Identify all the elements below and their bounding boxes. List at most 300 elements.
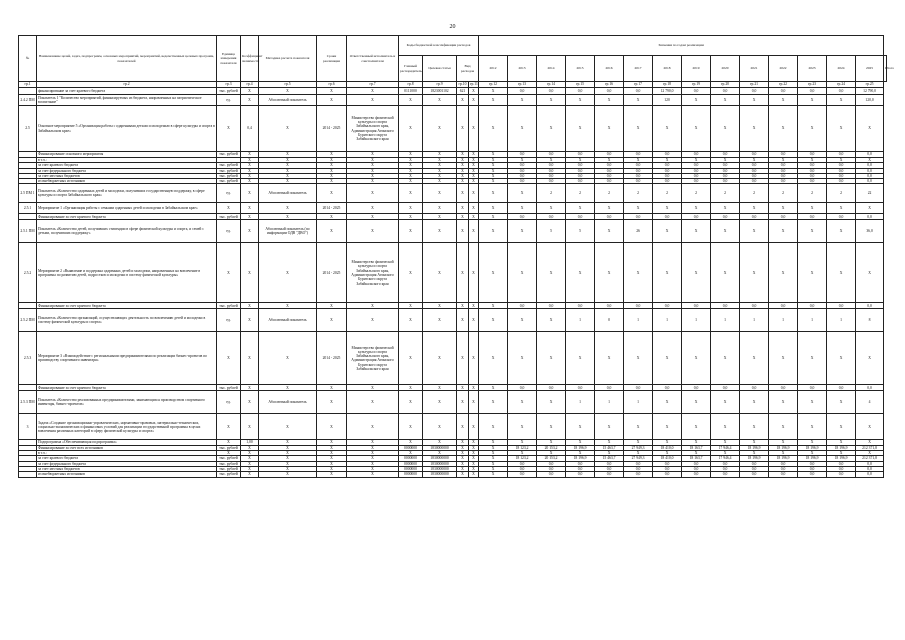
row-admin-code: 0000000 [399,456,423,461]
row-year-value: 2 [624,184,653,203]
row-year-value: 2 [537,184,566,203]
header-method: Методика расчета показателя [259,36,317,82]
row-year-value: 0,0 [537,461,566,466]
table-row [19,332,887,385]
row-year-value: Х [711,106,740,152]
row-period: Х [317,303,347,309]
row-period: Х [317,440,347,445]
row-expense-type: Х [457,456,469,461]
row-year-value: Х [537,203,566,214]
row-year-value: 0,0 [566,385,595,391]
page-number: 20 [449,24,456,30]
row-year-value: Х [508,184,537,203]
header-unit: Единица измерения показателя [217,36,241,82]
row-year-value: Х [479,163,508,168]
row-year-value: Х [479,466,508,471]
row-responsible: Х [347,309,399,332]
row-target-article: Х [423,152,457,158]
row-year-value: 0,0 [508,472,537,477]
row-year-value: 0,0 [740,179,769,184]
row-year-value: Х [740,95,769,106]
row-coefficient: Х [241,214,259,220]
row-method: Абсолютный показатель [259,184,317,203]
header-year-2024: 2024 [827,56,856,82]
row-year-value: 18 410,0 [653,445,682,450]
row-year-value: 2 [769,184,798,203]
row-period: Х [317,179,347,184]
row-method: Х [259,440,317,445]
row-year-value: 0,0 [508,163,537,168]
row-name: Финансирование за счет краевого бюджета [37,214,217,220]
program-budget-table [18,35,894,478]
row-year-value: 0,0 [566,173,595,178]
row-extra-code: Х [469,220,479,243]
row-year-value: 1 [711,309,740,332]
row-year-value: Х [479,440,508,445]
row-number: 2.5 ПМ 1 [19,184,37,203]
row-year-value: 0,0 [798,472,827,477]
row-number: 2.5 [19,106,37,152]
row-method: Х [259,88,317,95]
row-year-value: Х [653,391,682,414]
row-expense-type: Х [457,158,469,163]
row-year-value: 18 163,7 [682,445,711,450]
row-year-value: Х [508,106,537,152]
row-expense-type: Х [457,95,469,106]
row-extra-code: Х [469,440,479,445]
row-admin-code: Х [399,385,423,391]
row-admin-code: Х [399,414,423,440]
row-total-value: Х [856,243,884,303]
column-number-cell: гр.3 [217,82,241,88]
row-year-value: 0,0 [740,466,769,471]
row-admin-code: Х [399,152,423,158]
row-year-value: 0,0 [653,385,682,391]
row-year-value: Х [769,158,798,163]
row-year-value: 0,0 [711,88,740,95]
row-extra-code: Х [469,309,479,332]
row-target-article: Х [423,451,457,456]
row-responsible: Х [347,203,399,214]
row-responsible: Х [347,466,399,471]
row-responsible: Министерство физической культуры и спорта Забайкальского края, Администрация Агинского Бурятского округа Забайкальского края [347,332,399,385]
row-year-value: 0,0 [537,385,566,391]
row-year-value: 0,0 [682,152,711,158]
row-year-value: Х [711,203,740,214]
row-year-value: 1 [566,391,595,414]
row-coefficient: Х [241,203,259,214]
column-number-cell: гр.23 [798,82,827,88]
row-total-value: 22 [856,184,884,203]
row-year-value: Х [827,203,856,214]
row-method: Х [259,451,317,456]
row-year-value: Х [740,203,769,214]
row-unit: ед. [217,309,241,332]
row-year-value: Х [798,414,827,440]
header-year-2018: 2018 [653,56,682,82]
row-admin-code: 0111000 [399,88,423,95]
row-year-value: Х [682,203,711,214]
row-year-value: 0,0 [595,385,624,391]
row-year-value: 1 [798,309,827,332]
row-year-value: Х [798,391,827,414]
row-year-value: Х [711,95,740,106]
row-year-value: Х [479,332,508,385]
row-name: финансирование за счет краевого бюджета [37,88,217,95]
row-year-value: 12 790,0 [653,88,682,95]
row-year-value: Х [798,95,827,106]
header-year-2016: 2016 [595,56,624,82]
row-unit: тыс. рублей [217,214,241,220]
header-year-2012: 2012 [479,56,508,82]
row-year-value: Х [769,440,798,445]
row-year-value: 0,0 [682,168,711,173]
column-number-cell: гр.9 [423,82,457,88]
row-year-value: Х [624,440,653,445]
row-name: за счет краевого бюджета [37,456,217,461]
row-year-value: Х [508,203,537,214]
row-year-value: 0,0 [595,163,624,168]
row-year-value: 0,0 [769,385,798,391]
row-year-value: 0,0 [682,173,711,178]
row-year-value: 0,0 [740,168,769,173]
row-year-value: 0,0 [566,152,595,158]
row-name: за счет федерального бюджета [37,168,217,173]
row-year-value: Х [682,451,711,456]
header-coef: Коэффициент значимости [241,36,259,82]
row-coefficient: 0,4 [241,106,259,152]
row-target-article: Х [423,440,457,445]
row-year-value: 0,0 [769,163,798,168]
row-year-value: Х [827,451,856,456]
row-responsible: Х [347,88,399,95]
row-year-value: Х [798,220,827,243]
column-number-cell: гр.19 [682,82,711,88]
row-method: Х [259,163,317,168]
row-year-value: 0,0 [711,461,740,466]
row-year-value: Х [769,332,798,385]
row-year-value: 0,0 [827,472,856,477]
row-responsible: Х [347,220,399,243]
row-extra-code: Х [469,451,479,456]
row-year-value: Х [711,220,740,243]
row-year-value: 0,0 [740,88,769,95]
row-year-value: Х [624,95,653,106]
row-year-value: Х [682,220,711,243]
row-year-value: 0,0 [624,168,653,173]
row-year-value: 0,0 [827,303,856,309]
row-year-value: Х [479,472,508,477]
row-year-value: 0,0 [798,303,827,309]
row-year-value: 0,0 [769,214,798,220]
row-year-value: Х [740,451,769,456]
row-year-value: Х [740,243,769,303]
row-year-value: Х [769,106,798,152]
row-unit: тыс. рублей [217,445,241,450]
row-year-value: 0,0 [827,461,856,466]
row-year-value: 17 946,4 [711,445,740,450]
row-number: 2.5.1 ПМ [19,220,37,243]
row-extra-code: Х [469,168,479,173]
row-target-article: Х [423,163,457,168]
row-year-value: Х [508,158,537,163]
row-target-article: Х [423,158,457,163]
row-method: Абсолютный показатель [259,95,317,106]
row-responsible: Х [347,303,399,309]
column-number-cell: гр.7 [347,82,399,88]
row-year-value: 0,0 [682,461,711,466]
row-year-value: Х [508,414,537,440]
row-unit: ед. [217,220,241,243]
table-row [19,472,887,477]
row-year-value: Х [624,332,653,385]
row-year-value: 18 196,9 [798,445,827,450]
row-extra-code: Х [469,332,479,385]
row-extra-code: Х [469,179,479,184]
row-period: Х [317,445,347,450]
column-number-cell: гр.11 [470,82,478,87]
header-year-2025: 2025 [856,56,884,82]
row-year-value: Х [827,243,856,303]
row-year-value: 18 196,9 [827,456,856,461]
header-period: Сроки реализации [317,36,347,82]
row-extra-code: Х [469,88,479,95]
row-admin-code: Х [399,203,423,214]
row-year-value: 18 410,0 [653,456,682,461]
row-unit: ед. [217,391,241,414]
row-expense-type: 621 [457,88,469,95]
row-year-value: 0,0 [798,88,827,95]
row-extra-code: Х [469,456,479,461]
row-name: Показатель «Количество детей, получивших стипендии в сфере физической культуры и спорта, и семей с детьми, получивших поддержку» [37,220,217,243]
row-expense-type: Х [457,173,469,178]
row-name: Показатель 1 "Количество мероприятий, финансируемых из бюджета, направленных на патриотическое воспитание" [37,95,217,106]
row-name: Мероприятие 2 «Выявление и поддержка одаренных детей и молодежи, направленных на вовлечение в программы по развитию детей, подростков и молодежи в систему физической культуры» [37,243,217,303]
row-year-value: 0,0 [537,472,566,477]
row-year-value: 0,0 [740,472,769,477]
row-year-value: 0,0 [682,385,711,391]
row-year-value: 0,0 [537,173,566,178]
row-year-value: 1 [624,309,653,332]
row-unit: тыс. рублей [217,168,241,173]
row-unit: ед. [217,95,241,106]
row-extra-code: Х [469,472,479,477]
row-year-value: 18 196,9 [566,445,595,450]
row-expense-type: Х [457,385,469,391]
row-total-value: Х [856,414,884,440]
row-target-article: Х [423,332,457,385]
row-year-value: 2 [566,184,595,203]
row-name: Показатель «Количество реализованных предпринимателями, занимающихся производством спортивного инвентаря, бизнес-проектов» [37,391,217,414]
row-year-value: Х [827,95,856,106]
row-extra-code: Х [469,184,479,203]
row-extra-code: Х [469,214,479,220]
row-year-value: 0,0 [566,179,595,184]
row-year-value: 0,0 [827,214,856,220]
row-admin-code: Х [399,95,423,106]
row-extra-code: Х [469,303,479,309]
row-year-value: Х [479,88,508,95]
row-year-value: Х [740,332,769,385]
row-year-value: Х [624,106,653,152]
row-year-value: Х [711,332,740,385]
row-period: Х [317,414,347,440]
row-coefficient: Х [241,184,259,203]
row-expense-type: Х [457,214,469,220]
row-year-value: 0,0 [624,163,653,168]
row-year-value: 0,0 [827,466,856,471]
row-extra-code: Х [469,158,479,163]
row-responsible: Х [347,214,399,220]
row-year-value: 18 123,2 [508,456,537,461]
row-total-value: Х [856,158,884,163]
row-year-value: Х [711,451,740,456]
row-year-value: 0,0 [798,466,827,471]
row-year-value: Х [479,152,508,158]
row-year-value: 0,0 [769,168,798,173]
row-coefficient: Х [241,168,259,173]
row-year-value: Х [827,106,856,152]
row-name: за счет федерального бюджета [37,461,217,466]
row-admin-code: Х [399,451,423,456]
header-year-2019: 2019 [682,56,711,82]
row-year-value: Х [508,95,537,106]
row-name: в т.ч.: [37,451,217,456]
row-year-value: 0,0 [566,88,595,95]
row-year-value: Х [595,451,624,456]
column-number-cell: гр.5 [259,82,317,88]
row-year-value: 0,0 [566,303,595,309]
row-year-value: 0,0 [769,461,798,466]
row-year-value: Х [479,220,508,243]
row-period: Х [317,173,347,178]
row-extra-code: Х [469,243,479,303]
table-row [19,243,887,303]
row-year-value: 0,0 [769,466,798,471]
row-target-article: Х [423,179,457,184]
row-year-value: Х [479,173,508,178]
row-name: Финансирование основного мероприятия [37,152,217,158]
row-expense-type: Х [457,152,469,158]
row-year-value: 0,0 [537,88,566,95]
row-year-value: 1 [740,309,769,332]
row-year-value: 0,0 [740,152,769,158]
row-year-value: Х [798,440,827,445]
row-year-value: Х [769,243,798,303]
row-period: Х [317,88,347,95]
row-admin-code: Х [399,332,423,385]
row-year-value: Х [508,332,537,385]
row-admin-code: Х [399,179,423,184]
row-year-value: 5 [537,220,566,243]
row-year-value: Х [595,332,624,385]
row-number: 2.5.2 [19,243,37,303]
row-total-value: 0,0 [856,152,884,158]
row-expense-type: Х [457,451,469,456]
row-year-value: 0,0 [827,152,856,158]
row-year-value: 0,0 [508,152,537,158]
row-year-value: 0,0 [508,214,537,220]
row-method: Х [259,158,317,163]
row-name: из внебюджетных источников [37,472,217,477]
row-unit: тыс. рублей [217,152,241,158]
row-year-value: 2 [827,184,856,203]
row-method: Х [259,456,317,461]
row-year-value: 0,0 [508,173,537,178]
row-name: Финансирование за счет всех источников [37,445,217,450]
row-expense-type: Х [457,414,469,440]
row-year-value: 0,0 [682,303,711,309]
row-year-value: Х [711,158,740,163]
header-target-article: Целевая статья [423,56,457,82]
row-admin-code: Х [399,220,423,243]
row-year-value: Х [653,414,682,440]
row-year-value: 1 [624,391,653,414]
row-year-value: Х [653,243,682,303]
row-year-value: 1 [682,309,711,332]
row-admin-code: 0000000 [399,445,423,450]
column-number-cell: гр.13 [508,82,537,88]
row-unit: Х [217,203,241,214]
row-number: 2.5.3 [19,332,37,385]
row-number: 2.5.2 ПМ [19,309,37,332]
row-expense-type: Х [457,106,469,152]
row-year-value: 27 949,3 [624,445,653,450]
row-year-value: 18 196,9 [566,456,595,461]
row-method: Абсолютный показатель [259,391,317,414]
row-period: Х [317,152,347,158]
row-admin-code: Х [399,391,423,414]
column-number-cell: гр.17 [624,82,653,88]
row-year-value: 0,0 [537,214,566,220]
row-number: 2.4.2 ПМ [19,95,37,106]
column-number-cell: гр.25 [856,82,884,88]
row-year-value: Х [479,214,508,220]
row-responsible: Х [347,451,399,456]
row-target-article: Х [423,184,457,203]
row-year-value: 20 153,2 [537,456,566,461]
row-year-value: 0 [595,309,624,332]
row-year-value: 0,0 [508,179,537,184]
row-extra-code: Х [469,203,479,214]
row-year-value: Х [537,440,566,445]
row-name: из внебюджетных источников [37,179,217,184]
row-coefficient: Х [241,243,259,303]
table-row [19,220,887,243]
row-coefficient: Х [241,451,259,456]
row-admin-code: Х [399,309,423,332]
row-year-value: Х [798,332,827,385]
row-total-value: 0,0 [856,173,884,178]
row-total-value: Х [856,106,884,152]
row-responsible: Х [347,391,399,414]
row-number [19,472,37,477]
row-year-value: 0,0 [595,214,624,220]
row-name: Мероприятие 1 «Организация работы с семьями одаренных детей и молодежи в Забайкальском крае» [37,203,217,214]
row-year-value: 0,0 [624,303,653,309]
row-year-value: Х [595,203,624,214]
table-row [19,414,887,440]
row-year-value: 0,0 [508,168,537,173]
row-year-value: 0,0 [566,466,595,471]
header-num: № [19,36,37,82]
row-name: в т.ч.: [37,158,217,163]
column-number-cell: гр.24 [827,82,856,88]
row-period: 2014 - 2025 [317,243,347,303]
row-expense-type: Х [457,332,469,385]
row-year-value: 0,0 [769,179,798,184]
row-extra-code: Х [469,163,479,168]
